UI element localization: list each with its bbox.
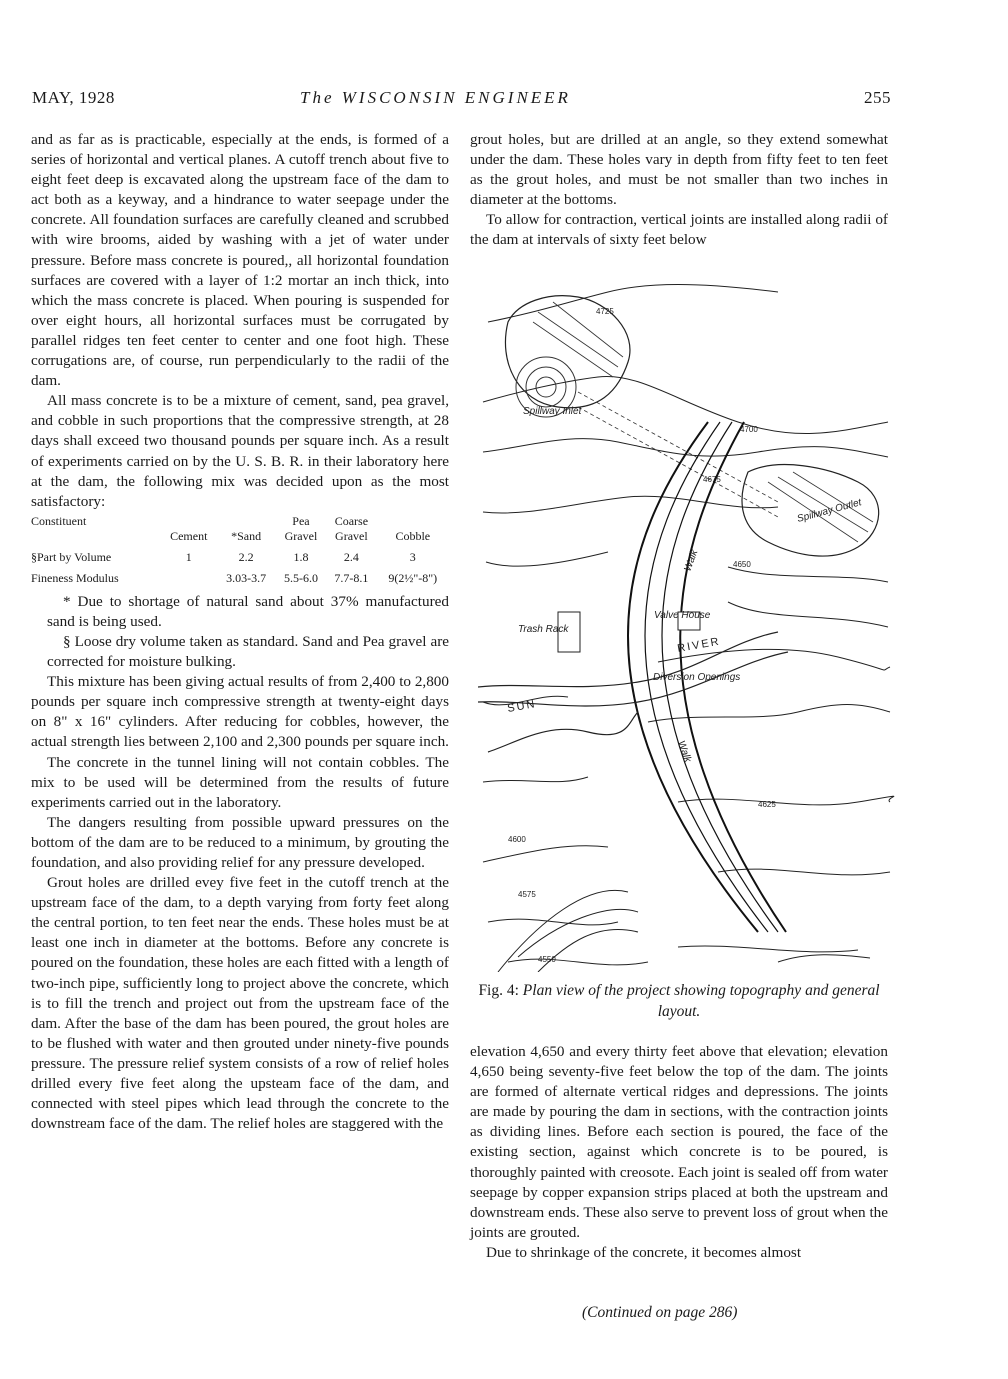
header-page-number: 255 [864,88,891,107]
paragraph: All mass concrete is to be a mixture of cement, sand, pea gravel, and cobble in such proportions that the compressive strength, at 28 days shall exceed two thousand pounds per square inch. As a result of experiments carried on by the U. S. B. R. in their laboratory here at the dam, the following mix was decided upon as the most satisfactory: [31,392,449,510]
table-header-cell [377,514,449,529]
table-cell [161,565,216,586]
table-cell: 7.7-8.1 [334,570,369,585]
contour-label: 4575 [518,890,536,899]
table-cell: 3.03-3.7 [226,570,267,585]
table-header-cell: Gravel [335,528,368,543]
table-cell: 1 [185,549,192,564]
paragraph: grout holes, but are drilled at an angle, so they extend somewhat under the dam. These holes vary in depth from fifty feet to ten feet as the grout holes, and must be not smaller than two inches in diameter at the bottoms. [470,131,888,209]
spillway-inlet-label: Spillway Inlet [523,406,582,417]
paragraph: and as far as is practicable, especially at the ends, is formed of a series of horizontal and vertical planes. A cutoff trench about five to eight feet deep is excavated along the upstream face of the dam to act both as a keyway, and a hindrance to water seepage under the concrete. All foundation surfaces are carefully cleaned and scrubbed with wire brooms, aided by washing with a jet of water under pressure. Before mass concrete is poured,, all horizontal foundation surfaces are covered with a layer of 1:2 mortar an inch thick, into which the mass concrete is placed. When pouring is suspended for over eight hours, all horizontal surfaces must be corrugated by parallel ridges ten feet center to center and one foot high. These corrugations are, of course, run perpendicularly to the radii of the dam. [31,131,449,390]
contour-label: 4700 [740,425,758,434]
table-cell: §Part by Volume [31,549,112,564]
paragraph: The dangers resulting from possible upward pressures on the bottom of the dam are to be reduced to a minimum, by grouting the foundation, and also providing relief for any pressure developed. [31,813,449,871]
mix-table [31,514,449,586]
table-header-cell: *Sand [231,528,262,543]
footnote: * Due to shortage of natural sand about 37% manufactured sand is being used. [47,592,449,630]
trash-rack-label: Trash Rack [518,624,569,635]
paragraph: To allow for contraction, vertical joints are installed along radii of the dam at intervals of sixty feet below [470,211,888,249]
table-cell: 1.8 [293,549,309,564]
contour-label: 4675 [703,475,721,484]
table-cell: 9(2½"-8") [388,570,438,585]
header-journal-title: The WISCONSIN ENGINEER [300,88,571,107]
table-cell: Fineness Modulus [31,570,119,585]
table-header-cell: Constituent [31,513,87,528]
paragraph: This mixture has been giving actual results of from 2,400 to 2,800 pounds per square inch compressive strength at twenty-eight days on 8" x 16" cylinders. After reducing for cobbles, however, the actual strength lies between 2,100 and 2,300 pounds per square inch. [31,673,449,751]
contour-label: 4725 [596,307,614,316]
dam-plan-figure [478,282,896,972]
left-column [31,130,449,1134]
contour-label: 4650 [733,560,751,569]
table-header-cell: Pea [292,513,310,528]
paragraph: The concrete in the tunnel lining will not contain cobbles. The mix to be used will be determined from the results of future experiments carried out in the laboratory. [31,753,449,811]
sun-label: SUN [506,698,538,715]
continuation-note: (Continued on page 286) [582,1304,738,1321]
contour-label: 4550 [538,955,556,964]
table-header-cell [161,514,216,529]
contour-label: 4625 [758,800,776,809]
table-header-cell: Gravel [284,528,318,543]
contour-label: 4600 [508,835,526,844]
figure-caption [470,980,888,1022]
right-column-top [470,130,888,251]
table-header-cell: Cobble [395,528,431,543]
paragraph: Grout holes are drilled evey five feet in the cutoff trench at the upstream face of the dam, to a depth varying from forty feet along the central portion, to ten feet near the ends. These holes must be at least one inch in diameter at the bottoms. Before any concrete is poured on the foundation, these holes are each fitted with a length of two-inch pipe, sufficiently long to project above the concrete, which is to fill the trench and project out from the upstream face of the dam. After the base of the dam has been poured, the grout holes are to be flushed with water and then grouted under ninety-five pounds pressure. The pressure relief system consists of a row of relief holes drilled every five feet along the upsteam face of the dam, and connected with steel pipes which lead through the concrete to the downstream face of the dam. The relief holes are staggered with the [31,874,449,1133]
river-label: RIVER [676,635,722,655]
table-cell: 2.2 [238,549,254,564]
diversion-openings-label: Diversion Openings [653,672,741,683]
table-cell: 2.4 [343,549,359,564]
footnote: § Loose dry volume taken as standard. Sand and Pea gravel are corrected for moisture bulking. [47,632,449,671]
valve-house-label: Valve House [654,610,711,621]
walk-label-bottom: Walk [675,739,694,764]
paragraph: elevation 4,650 and every thirty feet above that elevation; elevation 4,650 being seventy-five feet below the top of the dam. The joints are formed of alternate vertical ridges and depressions. The joints are made by pouring the dam in sections, with the contraction joints as dividing lines. Before each section is poured, the face of the existing section, against which concrete is to be poured, is thoroughly painted with creosote. Each joint is sealed off from water seepage by copper expansion strips placed at both the upstream and downstream ends. These also serve to prevent loss of grout when the joints are grouted. [470,1043,888,1241]
figure-caption-prefix: Fig. 4: [478,982,519,999]
paragraph: Due to shrinkage of the concrete, it becomes almost [486,1243,802,1261]
spillway-outlet-label: Spillway Outlet [795,497,863,525]
table-cell: 5.5-6.0 [283,570,318,585]
figure-caption-text: Plan view of the project showing topography and general layout. [522,982,880,1020]
right-column-bottom [470,1042,888,1263]
header-date: MAY, 1928 [32,88,115,107]
table-header-cell [31,529,161,544]
walk-label-top: Walk [682,548,701,574]
table-header-cell: Coarse [334,513,369,528]
table-cell: 3 [409,549,416,564]
table-header-cell [216,514,275,529]
table-header-cell: Cement [170,528,208,543]
